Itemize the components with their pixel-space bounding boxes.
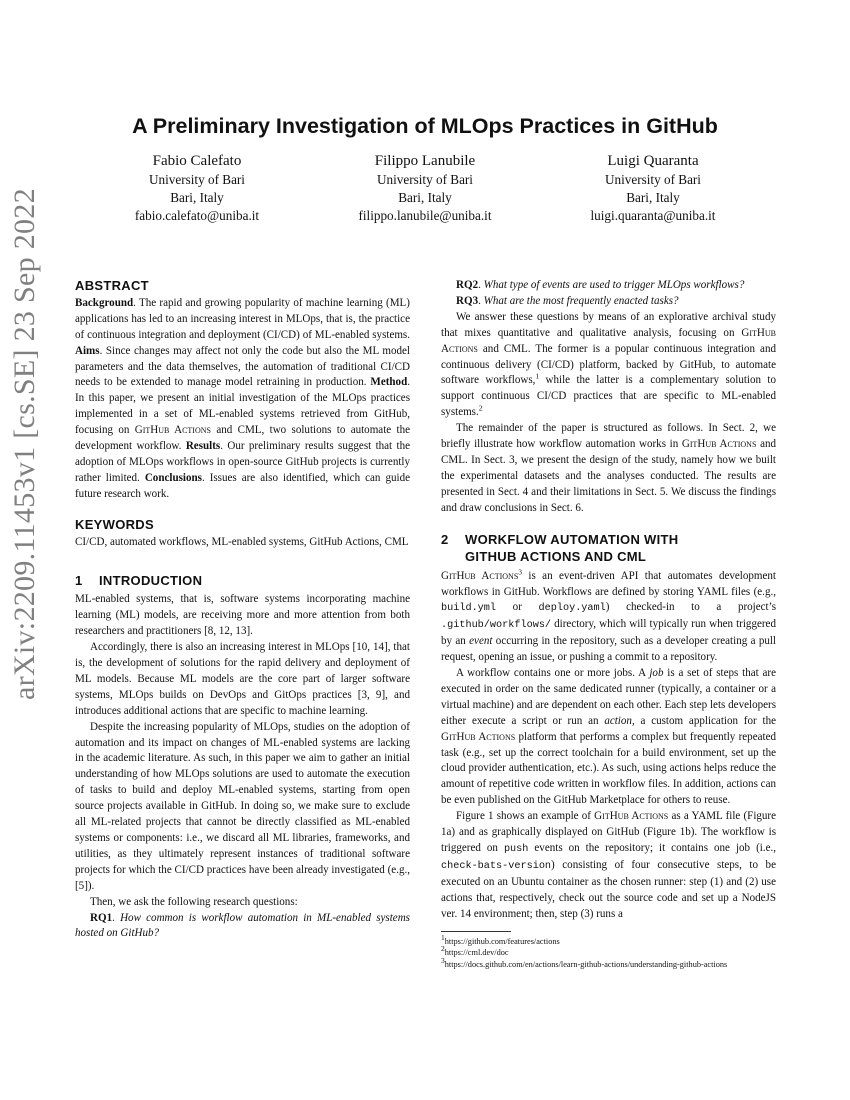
footnote: $^1$https://github.com/features/actions: [441, 932, 560, 946]
author-block: [82, 151, 312, 225]
abstract-text: Background. The rapid and growing popularity of machine learning (ML) applications has led to an increasing interest in MLOps, that is, the practice of continuous integration and deployment (CI/CD) of ML-enabled systems. Aims. Since changes may affect not only the code but also the ML model parameters and the data themselves, the automation of traditional CI/CD needs to be extended to manage model retraining in production. Method. In this paper, we present an initial investigation of the MLOps practices implemented in a set of ML-enabled systems retrieved from GitHub, focusing on GitHub Actions and CML, two solutions to automate the development workflow. Results. Our preliminary results suggest that the adoption of MLOps workflows in open-source GitHub projects is currently rather limited. Conclusions. Issues are also identified, which can guide future research work.: [75, 296, 411, 500]
author-name: Filippo Lanubile: [374, 153, 476, 169]
author-affiliation: University of Bari: [149, 172, 245, 187]
right-column: [441, 278, 776, 970]
author-name: Luigi Quaranta: [607, 153, 699, 169]
author-block: [538, 151, 768, 225]
footnote: $^2$https://cml.dev/doc: [441, 944, 509, 958]
author-email: filippo.lanubile@uniba.it: [358, 208, 492, 223]
author-affiliation: University of Bari: [605, 172, 701, 187]
paper-title: A Preliminary Investigation of MLOps Practices in GitHub: [132, 114, 718, 138]
paragraph: We answer these questions by means of an explorative archival study that mixes quantitative and qualitative analysis, focusing on GitHub Actions and CML. The former is a popular continuous integration and continuous delivery (CI/CD) platform, backed by GitHub, to automate software workflows,$^1$ while the latter is a complementary solution to support continuous CI/CD practices that are specific to ML-enabled systems.$^2$: [441, 310, 777, 419]
paragraph: The remainder of the paper is structured as follows. In Sect. 2, we briefly illustrate how workflow automation works in GitHub Actions and CML. In Sect. 3, we present the design of the study, namely how we built the experimental datasets and the analyses conducted. The results are presented in Sect. 4 and their limitations in Sect. 5. We discuss the findings and draw conclusions in Sect. 6.: [441, 422, 777, 514]
footnote-rule: [441, 931, 511, 932]
paragraph: Figure 1 shows an example of GitHub Actions as a YAML file (Figure 1a) and as graphically displayed on GitHub (Figure 1b). The workflow is triggered on push events on the repository; it contains one job (i.e., check-bats-version) consisting of four consecutive steps, to be executed on an Ubuntu container as the chosen runner: step (1) and (2) use actions that, respectively, check out the source code and set up a NodeJS ver. 14 environment; then, step (3) runs a: [441, 810, 777, 920]
arxiv-stamp: arXiv:2209.11453v1 [cs.SE] 23 Sep 2022: [8, 188, 41, 700]
footnote: $^3$https://docs.github.com/en/actions/learn-github-actions/understanding-github-actions: [441, 955, 728, 969]
research-question: RQ3. What are the most frequently enacted tasks?: [456, 294, 679, 307]
abstract-heading: ABSTRACT: [75, 278, 149, 293]
paragraph: Despite the increasing popularity of MLOps, studies on the adoption of automation and its impact on changes of ML-enabled systems are lacking in the academic literature. As such, in this paper we aim to gather an initial understanding of how MLOps solutions are used to automate the execution of tasks to build and deploy ML-enabled systems, starting from open source projects available in GitHub. In doing so, we make sure to exclude all ML-related projects that cannot be directly classified as ML-enabled systems or components: i.e., we discard all ML libraries, frameworks, and utilities, as they ultimately represent instances of traditional software projects for which the CI/CD practices have been already investigated (e.g., [5]).: [75, 720, 410, 892]
author-location: Bari, Italy: [398, 190, 452, 205]
author-email: luigi.quaranta@uniba.it: [590, 208, 716, 223]
left-column: [75, 278, 410, 942]
paragraph: Accordingly, there is also an increasing interest in MLOps [10, 14], that is, the development of solutions for the rapid delivery and deployment of ML models. Because ML models are the core part of larger software systems, MLOps builds on DevOps and GitOps practices [3, 9], and introduces additional actions that are specific to machine learning.: [75, 641, 410, 717]
research-question: RQ2. What type of events are used to trigger MLOps workflows?: [456, 279, 745, 291]
keywords-heading: KEYWORDS: [75, 516, 154, 532]
author-affiliation: University of Bari: [377, 172, 473, 187]
author-email: fabio.calefato@uniba.it: [134, 208, 260, 223]
paragraph: Then, we ask the following research questions:: [90, 895, 298, 908]
paragraph: GitHub Actions$^3$ is an event-driven API that automates development workflows in GitHub. Workflows are defined by storing YAML files (e.g., build.yml or deploy.yaml) checked-in to a project’s .github/workflows/ directory, which will typically run when triggered by an event occurring in the repository, such as a developer creating a pull request, opening an issue, or pushing a commit to a repository.: [441, 566, 776, 664]
paragraph: A workflow contains one or more jobs. A job is a set of steps that are executed in order on the same dedicated runner (typically, a container or a virtual machine) and are dependent on each other. Each step lets developers either execute a script or run an action, a custom application for the GitHub Actions platform that performs a complex but frequently repeated task (e.g., set up the correct toolchain for a build environment, set up the cloud provider authentication, etc.). As such, using actions helps reduce the amount of repetitive code written in workflow files. In addition, actions can be even published on the GitHub Marketplace for others to reuse.: [441, 667, 776, 807]
author-location: Bari, Italy: [626, 190, 680, 205]
keywords-text: CI/CD, automated workflows, ML-enabled systems, GitHub Actions, CML: [75, 535, 409, 548]
research-question: RQ1. How common is workflow automation in ML-enabled systems hosted on GitHub?: [75, 911, 410, 940]
author-name: Fabio Calefato: [152, 153, 242, 169]
section-heading: 2 WORKFLOW AUTOMATION WITH GITHUB ACTIONS AND CML: [441, 531, 679, 564]
paragraph: ML-enabled systems, that is, software systems incorporating machine learning (ML) models, are receiving more and more attention from both researchers and practitioners [8, 12, 13].: [75, 593, 410, 638]
section-heading: 1 INTRODUCTION: [75, 572, 203, 588]
author-location: Bari, Italy: [170, 190, 224, 205]
author-block: [310, 151, 540, 225]
